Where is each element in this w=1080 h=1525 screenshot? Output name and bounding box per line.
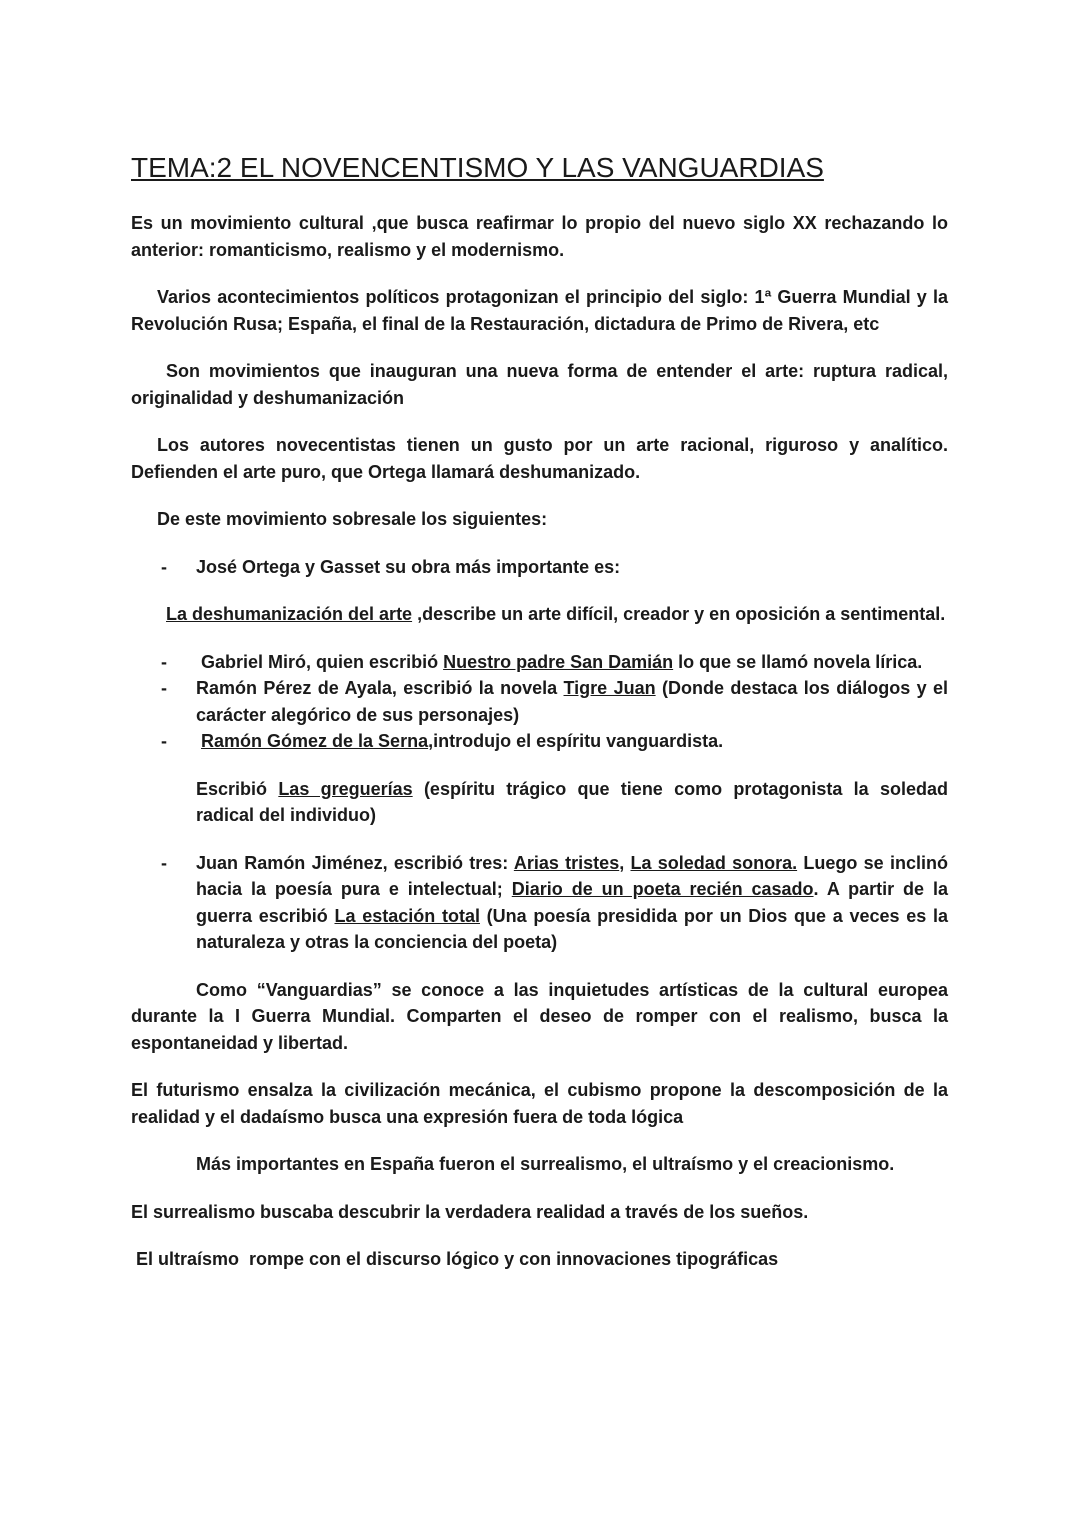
list-text: Juan Ramón Jiménez, escribió tres: Arias tristes, La soledad sonora. Luego se inclinó hacia la poesía pura e intelectual; Diario de un poeta recién casado. A partir de la guerra escribió La estación total (Una poesía presidida por un Dios que a veces es la naturaleza y otras la conciencia del poeta) bbox=[196, 852, 949, 952]
list-text: Ramón Pérez de Ayala, escribió la novela Tigre Juan (Donde destaca los diálogos y el carácter alegórico de sus personajes) bbox=[196, 678, 948, 725]
work-title: La estación total bbox=[334, 905, 480, 926]
paragraph-vanguardias: Como “Vanguardias” se conoce a las inquietudes artísticas de la cultural europea durante la I Guerra Mundial. Comparten el deseo de romper con el realismo, busca la espontaneidad y libertad. bbox=[131, 979, 948, 1053]
paragraph-greguerias: Escribió Las greguerías (espíritu trágico que tiene como protagonista la soledad radical del individuo) bbox=[196, 778, 948, 825]
list-item-miro bbox=[131, 649, 948, 676]
paragraph-ortega-work: La deshumanización del arte ,describe un arte difícil, creador y en oposición a sentimental. bbox=[166, 604, 946, 624]
list-dash: - bbox=[161, 731, 167, 751]
list-item-serna bbox=[131, 728, 948, 755]
work-title: Tigre Juan bbox=[563, 678, 656, 698]
paragraph-espana: Más importantes en España fueron el surrealismo, el ultraísmo y el creacionismo. bbox=[196, 1154, 895, 1174]
paragraph-surrealismo: El surrealismo buscaba descubrir la verdadera realidad a través de los sueños. bbox=[131, 1201, 809, 1222]
list-item-jrj bbox=[131, 850, 948, 956]
paragraph-highlights: De este movimiento sobresale los siguientes: bbox=[157, 509, 548, 529]
author-name: Ramón Gómez de la Serna bbox=[201, 731, 429, 751]
work-title: La soledad sonora. bbox=[630, 852, 798, 873]
document-body bbox=[131, 210, 948, 1273]
list-dash: - bbox=[161, 556, 167, 577]
paragraph-futurismo: El futurismo ensalza la civilización mecánica, el cubismo propone la descomposición de la realidad y el dadaísmo busca una expresión fuera de toda lógica bbox=[131, 1080, 948, 1127]
list-dash: - bbox=[161, 678, 167, 698]
work-title: Arias tristes bbox=[513, 852, 620, 873]
list-item-ortega bbox=[131, 554, 948, 581]
work-title: La deshumanización del arte bbox=[166, 604, 413, 624]
work-title: Diario de un poeta recién casado bbox=[511, 879, 814, 899]
paragraph-events: Varios acontecimientos políticos protagonizan el principio del siglo: 1ª Guerra Mundial y la Revolución Rusa; España, el final de la Restauración, dictadura de Primo de Rivera, etc bbox=[131, 287, 948, 334]
work-title: Nuestro padre San Damián bbox=[443, 651, 674, 672]
list-text: José Ortega y Gasset su obra más importante es: bbox=[196, 556, 621, 577]
list-text: Ramón Gómez de la Serna,introdujo el espíritu vanguardista. bbox=[201, 731, 724, 751]
page-title: TEMA:2 EL NOVENCENTISMO Y LAS VANGUARDIAS bbox=[131, 152, 824, 183]
paragraph-ultraismo: El ultraísmo rompe con el discurso lógico y con innovaciones tipográficas bbox=[131, 1249, 779, 1269]
paragraph-movements: Son movimientos que inauguran una nueva forma de entender el arte: ruptura radical, originalidad y deshumanización bbox=[131, 361, 948, 408]
list-dash: - bbox=[161, 852, 167, 873]
paragraph-intro: Es un movimiento cultural ,que busca reafirmar lo propio del nuevo siglo XX rechazando lo anterior: romanticismo, realismo y el modernismo. bbox=[131, 213, 948, 260]
work-title: Las greguerías bbox=[278, 778, 413, 799]
list-text: Gabriel Miró, quien escribió Nuestro padre San Damián lo que se llamó novela lírica. bbox=[201, 651, 923, 672]
list-item-ayala bbox=[131, 675, 948, 728]
paragraph-novecentistas: Los autores novecentistas tienen un gusto por un arte racional, riguroso y analítico. Defienden el arte puro, que Ortega llamará deshumanizado. bbox=[131, 435, 948, 482]
list-dash: - bbox=[161, 651, 167, 672]
